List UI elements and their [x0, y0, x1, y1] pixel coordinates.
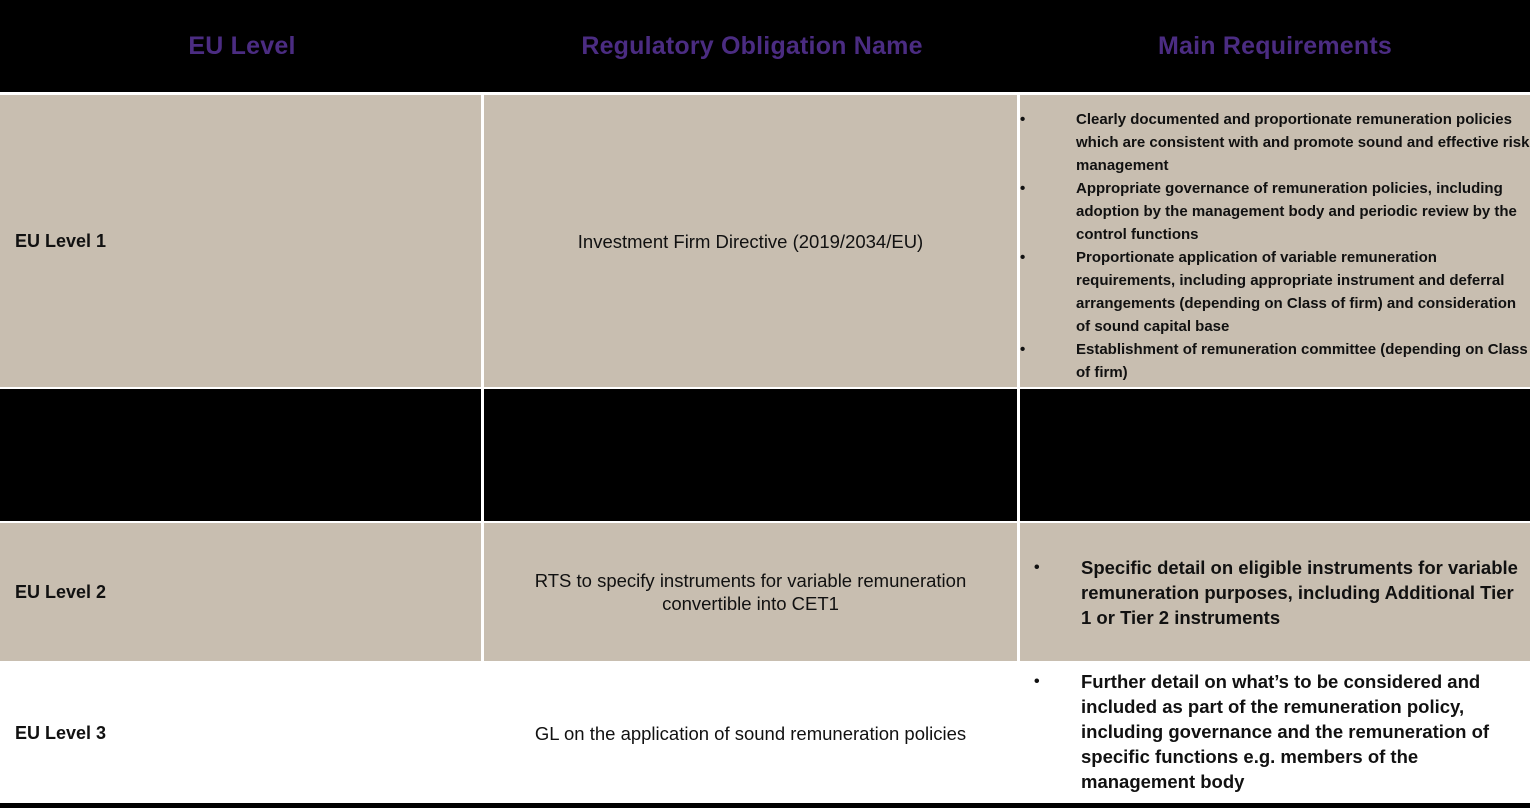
table-row-empty: [0, 389, 1530, 521]
obligation-name: RTS to specify instruments for variable remuneration convertible into CET1: [534, 570, 967, 614]
bullet-icon: •: [1020, 341, 1026, 358]
requirements-list: [1020, 555, 1530, 630]
requirement-item: • Clearly documented and proportionate remuneration policies which are consistent with and promote sound and effective risk management: [1020, 108, 1530, 177]
table-row: [0, 95, 1530, 387]
header-eu-level: EU Level: [188, 31, 296, 60]
requirements-list: [1020, 95, 1530, 384]
obligation-cell: [484, 95, 1017, 387]
level-cell: [0, 663, 481, 803]
level-label: EU Level 1: [15, 230, 107, 251]
requirements-cell: [1020, 95, 1530, 387]
level-cell: [0, 95, 481, 387]
header-cell-requirements: [1020, 0, 1530, 92]
requirements-list: [1020, 669, 1530, 794]
table-row: [0, 523, 1530, 661]
header-cell-eu-level: [0, 0, 484, 92]
requirement-item: • Appropriate governance of remuneration policies, including adoption by the management body and periodic review by the control functions: [1020, 177, 1530, 246]
empty-cell: [484, 389, 1017, 521]
bullet-icon: •: [1034, 558, 1040, 576]
level-cell: [0, 523, 481, 661]
obligation-cell: [484, 523, 1017, 661]
header-obligation-name: Regulatory Obligation Name: [581, 31, 923, 60]
requirement-item: • Further detail on what’s to be considered and included as part of the remuneration policy, including governance and the remuneration of specific functions e.g. members of the management body: [1034, 671, 1490, 792]
empty-cell: [1020, 389, 1530, 521]
obligation-name: Investment Firm Directive (2019/2034/EU): [577, 230, 924, 252]
requirements-cell: [1020, 663, 1530, 803]
requirement-item: • Proportionate application of variable remuneration requirements, including appropriate instrument and deferral arrangements (depending on Class of firm) and consideration of sound capital base: [1020, 246, 1530, 338]
table-row: [0, 663, 1530, 803]
header-main-requirements: Main Requirements: [1157, 31, 1392, 60]
table-bottom-border: [0, 803, 1530, 808]
bullet-icon: •: [1020, 180, 1026, 197]
requirement-item: • Specific detail on eligible instruments for variable remuneration purposes, including Additional Tier 1 or Tier 2 instruments: [1034, 556, 1518, 628]
obligation-cell: [484, 663, 1017, 803]
bullet-icon: •: [1020, 111, 1026, 128]
requirement-item: • Establishment of remuneration committee (depending on Class of firm): [1020, 338, 1530, 384]
bullet-icon: •: [1034, 673, 1040, 690]
header-cell-obligation: [484, 0, 1020, 92]
level-label: EU Level 2: [15, 581, 107, 602]
bullet-icon: •: [1020, 249, 1026, 266]
requirements-cell: [1020, 523, 1530, 661]
empty-cell: [0, 389, 481, 521]
obligation-name: GL on the application of sound remuneration policies: [534, 722, 967, 744]
table-header: [0, 0, 1530, 92]
level-label: EU Level 3: [15, 722, 107, 743]
